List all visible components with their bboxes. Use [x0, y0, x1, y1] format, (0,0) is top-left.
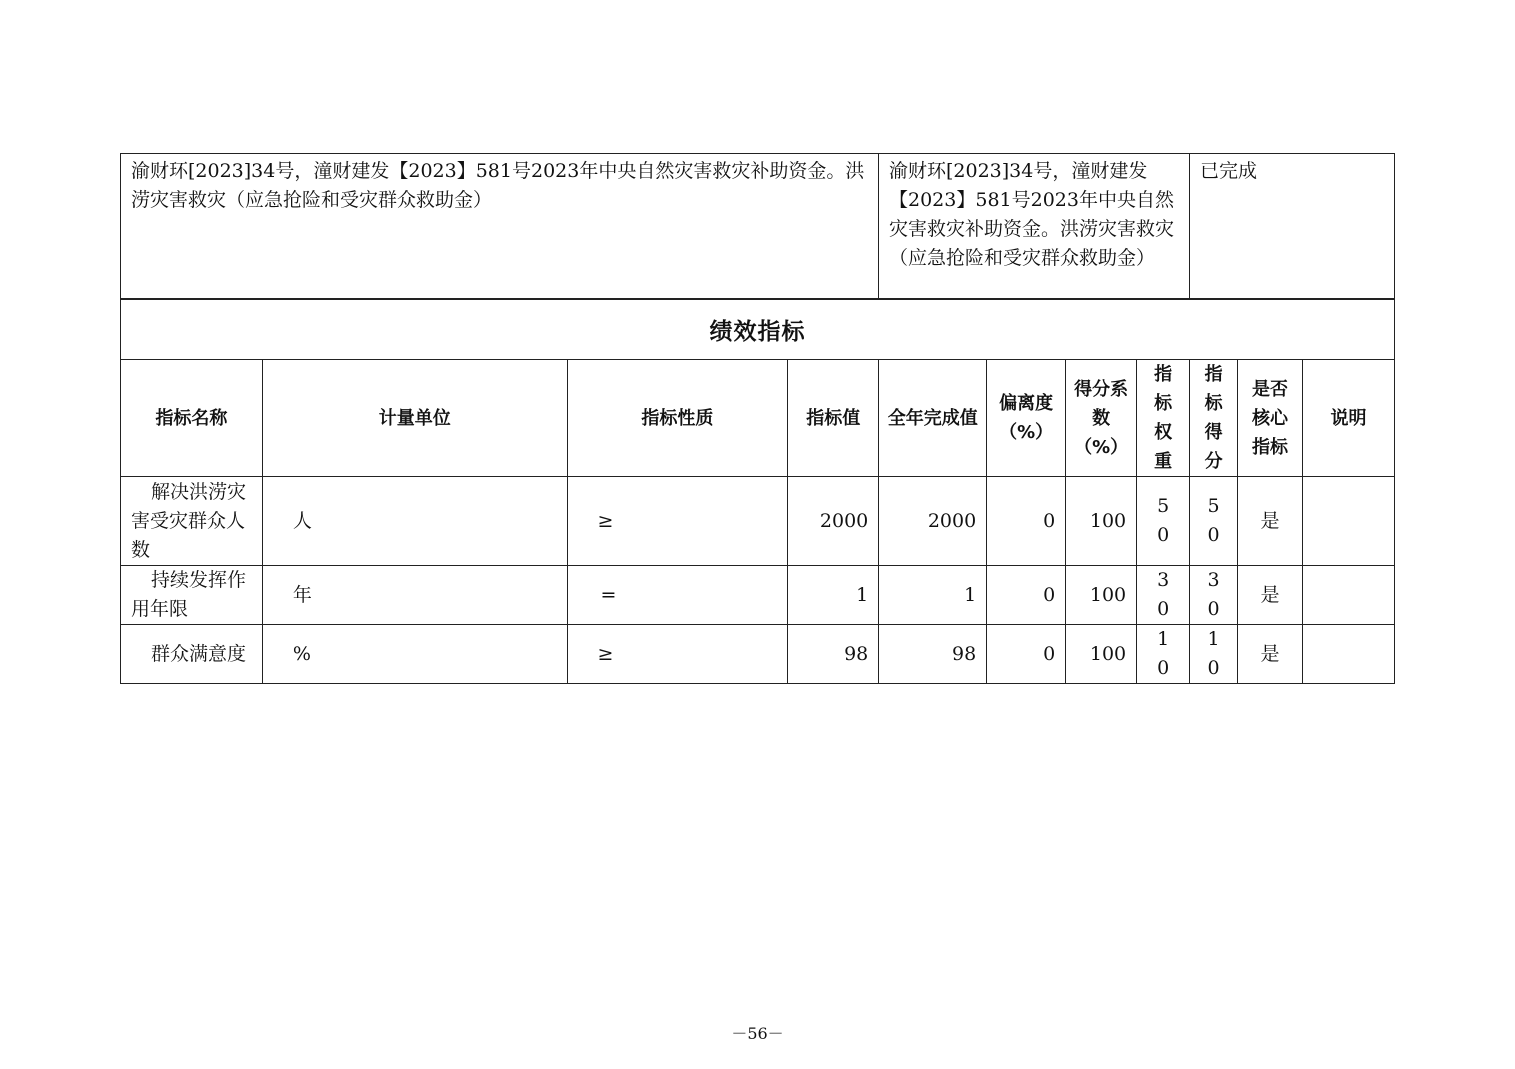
- score-cell: [1190, 477, 1238, 566]
- header-unit: 计量单位: [262, 360, 567, 477]
- core-indicator: 是: [1238, 477, 1303, 566]
- indicator-nature: ≥: [567, 477, 788, 566]
- completed-value: 2000: [879, 477, 987, 566]
- header-target-value: 指标值: [788, 360, 879, 477]
- core-indicator: 是: [1238, 625, 1303, 684]
- section-title: 绩效指标: [121, 299, 1395, 360]
- header-score-coefficient: 得分系数（%）: [1066, 360, 1137, 477]
- weight-cell: [1137, 566, 1190, 625]
- header-row: [121, 360, 1395, 477]
- table-row: [121, 477, 1395, 566]
- completed-value: 1: [879, 566, 987, 625]
- header-core-indicator: 是否核心指标: [1238, 360, 1303, 477]
- indicator-unit: 年: [262, 566, 567, 625]
- table-row: [121, 625, 1395, 684]
- indicator-value: 2000: [788, 477, 879, 566]
- note-cell: [1303, 477, 1395, 566]
- deviation-value: 0: [987, 625, 1066, 684]
- indicator-score: 30: [1207, 569, 1220, 620]
- indicator-score: 10: [1207, 628, 1220, 679]
- header-score: 指标得分: [1204, 364, 1223, 472]
- indicator-value: 1: [788, 566, 879, 625]
- header-weight-cell: [1137, 360, 1190, 477]
- header-completed-value: 全年完成值: [879, 360, 987, 477]
- fund-source-table: [120, 153, 1395, 300]
- indicator-name: 持续发挥作用年限: [121, 566, 263, 625]
- performance-indicator-table: [120, 298, 1395, 684]
- indicator-unit: 人: [262, 477, 567, 566]
- header-weight: 指标权重: [1154, 364, 1173, 472]
- weight-cell: [1137, 477, 1190, 566]
- header-indicator-name: 指标名称: [121, 360, 263, 477]
- score-cell: [1190, 566, 1238, 625]
- indicator-weight: 50: [1157, 495, 1170, 546]
- score-coefficient: 100: [1066, 566, 1137, 625]
- score-coefficient: 100: [1066, 477, 1137, 566]
- indicator-unit: %: [262, 625, 567, 684]
- indicator-value: 98: [788, 625, 879, 684]
- completed-value: 98: [879, 625, 987, 684]
- score-coefficient: 100: [1066, 625, 1137, 684]
- completion-status-cell: 已完成: [1190, 154, 1395, 300]
- note-cell: [1303, 566, 1395, 625]
- fund-document-cell-2: 渝财环[2023]34号，潼财建发【2023】581号2023年中央自然灾害救灾补助资金。洪涝灾害救灾（应急抢险和受灾群众救助金）: [879, 154, 1190, 300]
- core-indicator: 是: [1238, 566, 1303, 625]
- indicator-name: 解决洪涝灾害受灾群众人数: [121, 477, 263, 566]
- deviation-value: 0: [987, 477, 1066, 566]
- deviation-value: 0: [987, 566, 1066, 625]
- fund-source-row: [121, 154, 1395, 300]
- header-score-cell: [1190, 360, 1238, 477]
- page-number: －56－: [731, 1024, 784, 1043]
- indicator-score: 50: [1207, 495, 1220, 546]
- table-row: [121, 566, 1395, 625]
- header-deviation: 偏离度（%）: [987, 360, 1066, 477]
- indicator-weight: 30: [1157, 569, 1170, 620]
- note-cell: [1303, 625, 1395, 684]
- header-note: 说明: [1303, 360, 1395, 477]
- header-nature: 指标性质: [567, 360, 788, 477]
- indicator-name: 群众满意度: [121, 625, 263, 684]
- indicator-nature: ≥: [567, 625, 788, 684]
- indicator-weight: 10: [1157, 628, 1170, 679]
- weight-cell: [1137, 625, 1190, 684]
- fund-document-cell: 渝财环[2023]34号，潼财建发【2023】581号2023年中央自然灾害救灾补助资金。洪涝灾害救灾（应急抢险和受灾群众救助金）: [121, 154, 879, 300]
- indicator-nature: =: [567, 566, 788, 625]
- score-cell: [1190, 625, 1238, 684]
